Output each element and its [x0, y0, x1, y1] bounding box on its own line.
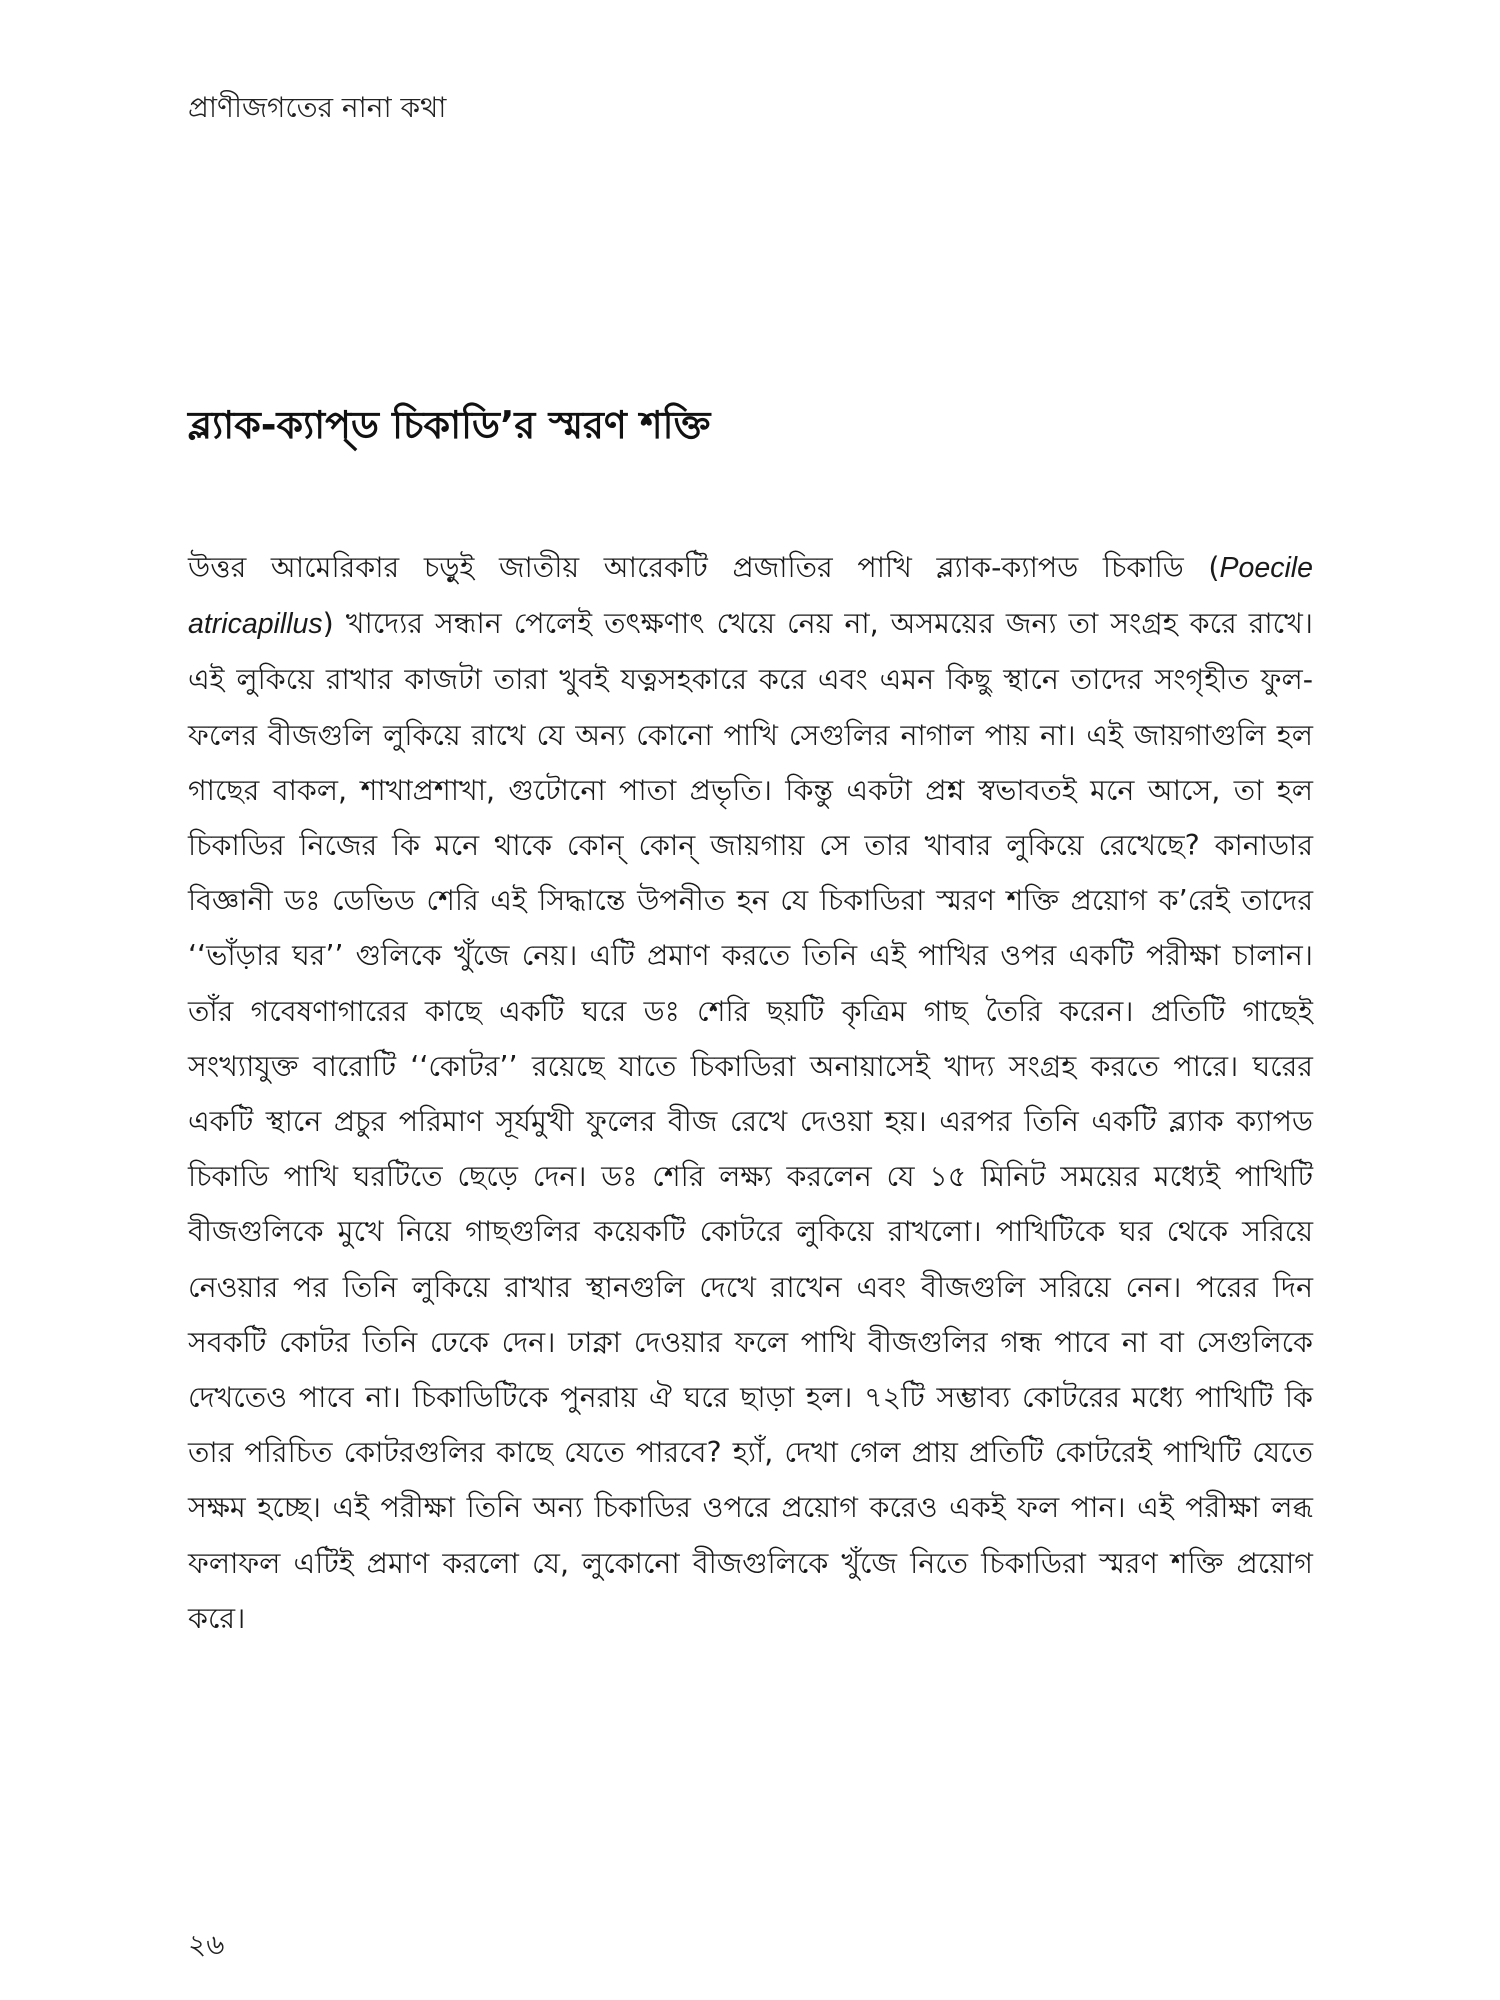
paragraph-text-start: উত্তর আমেরিকার চড়ুই জাতীয় আরেকটি প্রজাতির পাখি ব্ল্যাক-ক্যাপড চিকাডি (	[188, 551, 1220, 584]
chapter-title: ব্ল্যাক-ক্যাপ্ড চিকাডি’র স্মরণ শক্তি	[188, 403, 711, 447]
scientific-name: Poecile atricapillus	[188, 552, 1313, 641]
running-header: প্রাণীজগতের নানা কথা	[188, 91, 447, 124]
paragraph-text-rest: ) খাদ্যের সন্ধান পেলেই তৎক্ষণাৎ খেয়ে নেয় না, অসময়ের জন্য তা সংগ্রহ করে রাখে। এই লুকিয়ে রাখার কাজটা তারা খুবই যত্নসহকারে করে এবং এমন কিছু স্থানে তাদের সংগৃহীত ফুল-ফলের বীজগুলি লুকিয়ে রাখে যে অন্য কোনো পাখি সেগুলির নাগাল পায় না। এই জায়গাগুলি হল গাছের বাকল, শাখাপ্রশাখা, গুটোনো পাতা প্রভৃতি। কিন্তু একটা প্রশ্ন স্বভাবতই মনে আসে, তা হল চিকাডির নিজের কি মনে থাকে কোন্ কোন্ জায়গায় সে তার খাবার লুকিয়ে রেখেছে? কানাডার বিজ্ঞানী ডঃ ডেভিড শেরি এই সিদ্ধান্তে উপনীত হন যে চিকাডিরা স্মরণ শক্তি প্রয়োগ ক’রেই তাদের ‘‘ভাঁড়ার ঘর’’ গুলিকে খুঁজে নেয়। এটি প্রমাণ করতে তিনি এই পাখির ওপর একটি পরীক্ষা চালান। তাঁর গবেষণাগারের কাছে একটি ঘরে ডঃ শেরি ছয়টি কৃত্রিম গাছ তৈরি করেন। প্রতিটি গাছেই সংখ্যাযুক্ত বারোটি ‘‘কোটর’’ রয়েছে যাতে চিকাডিরা অনায়াসেই খাদ্য সংগ্রহ করতে পারে। ঘরের একটি স্থানে প্রচুর পরিমাণ সূর্যমুখী ফুলের বীজ রেখে দেওয়া হয়। এরপর তিনি একটি ব্ল্যাক ক্যাপড চিকাডি পাখি ঘরটিতে ছেড়ে দেন। ডঃ শেরি লক্ষ্য করলেন যে ১৫ মিনিট সময়ের মধ্যেই পাখিটি বীজগুলিকে মুখে নিয়ে গাছগুলির কয়েকটি কোটরে লুকিয়ে রাখলো। পাখিটিকে ঘর থেকে সরিয়ে নেওয়ার পর তিনি লুকিয়ে রাখার স্থানগুলি দেখে রাখেন এবং বীজগুলি সরিয়ে নেন। পরের দিন সবকটি কোটর তিনি ঢেকে দেন। ঢাক্না দেওয়ার ফলে পাখি বীজগুলির গন্ধ পাবে না বা সেগুলিকে দেখতেও পাবে না। চিকাডিটিকে পুনরায় ঐ ঘরে ছাড়া হল। ৭২টি সম্ভাব্য কোটরের মধ্যে পাখিটি কি তার পরিচিত কোটরগুলির কাছে যেতে পারবে? হ্যাঁ, দেখা গেল প্রায় প্রতিটি কোটরেই পাখিটি যেতে সক্ষম হচ্ছে। এই পরীক্ষা তিনি অন্য চিকাডির ওপরে প্রয়োগ করেও একই ফল পান। এই পরীক্ষা লব্ধ ফলাফল এটিই প্রমাণ করলো যে, লুকোনো বীজগুলিকে খুঁজে নিতে চিকাডিরা স্মরণ শক্তি প্রয়োগ করে।	[188, 607, 1313, 1635]
body-paragraph	[188, 540, 1313, 1646]
page-number: ২৬	[188, 1928, 225, 1961]
